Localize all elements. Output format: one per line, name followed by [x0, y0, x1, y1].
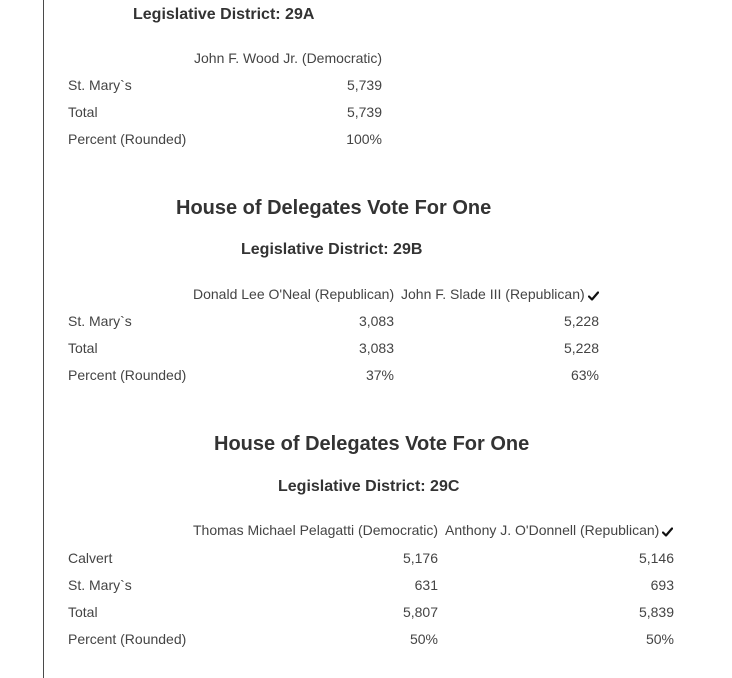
- candidate-name-29c-2: Anthony J. O'Donnell (Republican): [445, 522, 660, 538]
- candidate-header-29b-1: Donald Lee O'Neal (Republican): [193, 286, 395, 302]
- district-heading-29b: Legislative District: 29B: [241, 241, 423, 258]
- race-title-29c: House of Delegates Vote For One: [214, 433, 530, 455]
- vote-cell-29a-st-marys: 5,739: [346, 77, 382, 93]
- vote-cell-29b-percent-2: 63%: [570, 367, 599, 383]
- vote-cell-29a-total: 5,739: [346, 104, 382, 120]
- candidate-header-29c-2: [445, 522, 673, 540]
- vote-cell-29b-st-marys-2: 5,228: [563, 313, 599, 329]
- race-title-29b: House of Delegates Vote For One: [176, 197, 492, 219]
- row-label-29c-calvert: Calvert: [68, 550, 113, 566]
- row-label-29b-st-marys: St. Mary`s: [68, 313, 132, 329]
- row-label-29b-percent: Percent (Rounded): [68, 367, 187, 383]
- checkmark-icon: [662, 524, 673, 540]
- row-label-29a-st-marys: St. Mary`s: [68, 77, 132, 93]
- row-label-29c-total: Total: [68, 604, 98, 620]
- vote-cell-29c-st-marys-1: 631: [414, 577, 438, 593]
- row-label-29a-total: Total: [68, 104, 98, 120]
- vote-cell-29c-percent-2: 50%: [645, 631, 674, 647]
- row-label-29c-percent: Percent (Rounded): [68, 631, 187, 647]
- vote-cell-29c-st-marys-2: 693: [650, 577, 674, 593]
- vote-cell-29b-total-1: 3,083: [358, 340, 394, 356]
- vote-cell-29c-percent-1: 50%: [409, 631, 438, 647]
- vote-cell-29b-st-marys-1: 3,083: [358, 313, 394, 329]
- row-label-29c-st-marys: St. Mary`s: [68, 577, 132, 593]
- vote-cell-29b-percent-1: 37%: [365, 367, 394, 383]
- vote-cell-29c-total-2: 5,839: [638, 604, 674, 620]
- candidate-header-29b-2: [401, 286, 599, 304]
- vote-cell-29c-total-1: 5,807: [402, 604, 438, 620]
- page-left-border: [43, 0, 44, 678]
- candidate-name-29b-2: John F. Slade III (Republican): [401, 286, 585, 302]
- vote-cell-29a-percent: 100%: [346, 131, 382, 147]
- candidate-header-29c-1: Thomas Michael Pelagatti (Democratic): [193, 522, 439, 538]
- row-label-29b-total: Total: [68, 340, 98, 356]
- candidate-header-29a-1: John F. Wood Jr. (Democratic): [194, 50, 383, 66]
- district-heading-29a: Legislative District: 29A: [133, 6, 315, 23]
- vote-cell-29c-calvert-2: 5,146: [638, 550, 674, 566]
- row-label-29a-percent: Percent (Rounded): [68, 131, 187, 147]
- vote-cell-29c-calvert-1: 5,176: [402, 550, 438, 566]
- checkmark-icon: [588, 288, 599, 304]
- vote-cell-29b-total-2: 5,228: [563, 340, 599, 356]
- district-heading-29c: Legislative District: 29C: [278, 478, 460, 495]
